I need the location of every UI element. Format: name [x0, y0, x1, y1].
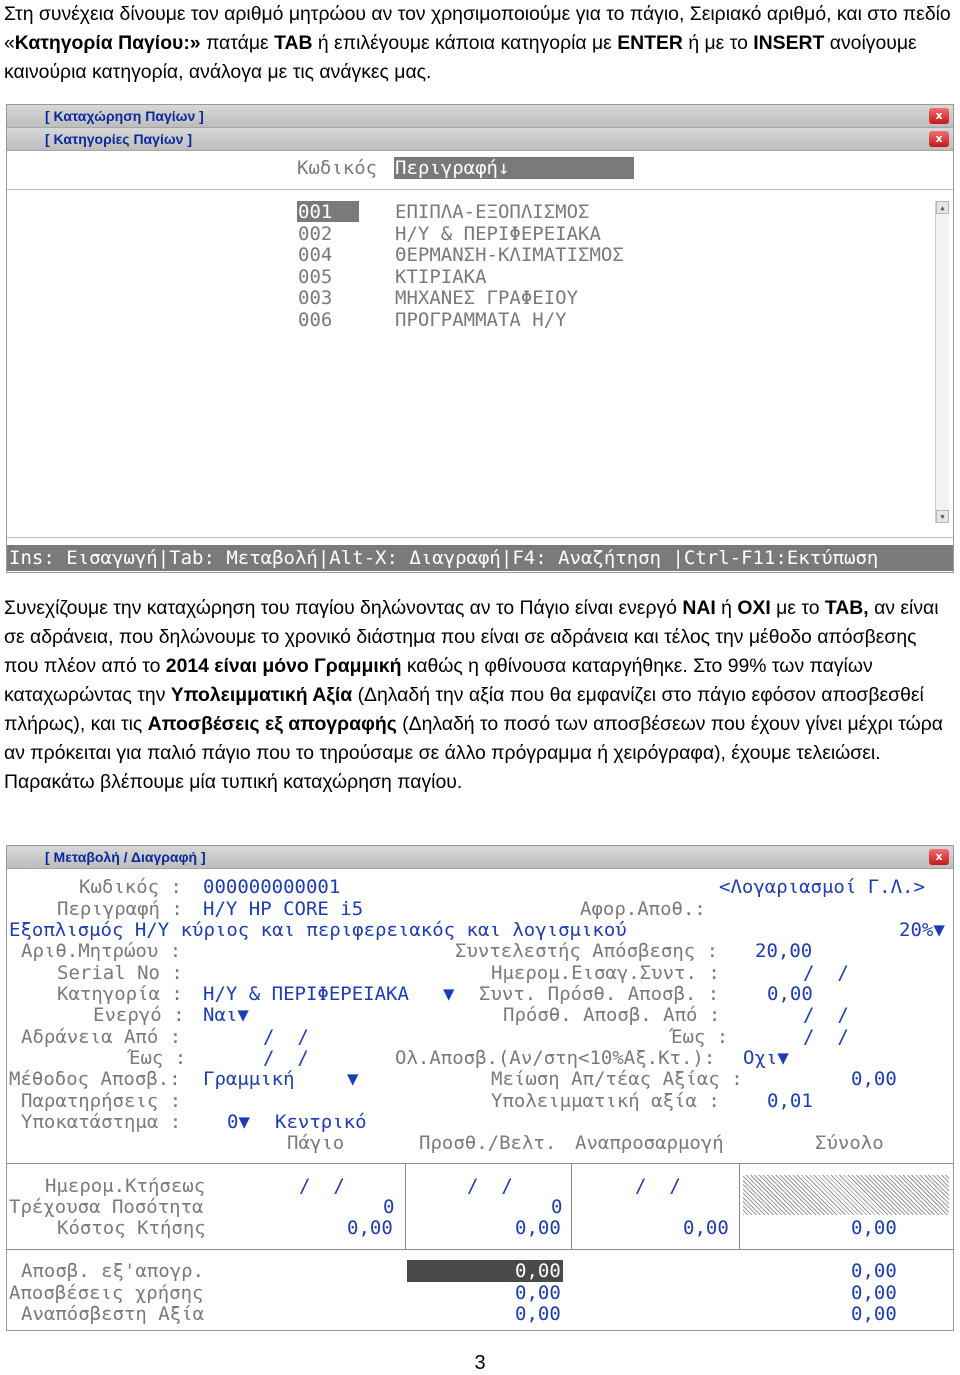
category-label: Κατηγορία :	[57, 983, 183, 1005]
branch-label: Υποκατάστημα :	[21, 1111, 182, 1133]
scroll-down-arrow-icon[interactable]: ▼	[936, 510, 949, 523]
branch-number-dropdown[interactable]: 0▼	[227, 1111, 250, 1133]
opening-depr-field[interactable]: 0,00	[515, 1260, 561, 1282]
inactive-from-label: Αδράνεια Από :	[21, 1026, 182, 1048]
residual-value-label: Υπολειμματική αξία :	[491, 1090, 720, 1112]
inactive-to-field[interactable]: / /	[263, 1047, 309, 1069]
period-depreciation-label: Αποσβέσεις χρήσης	[9, 1282, 204, 1304]
undepreciated-value-label: Αναπόσβεστη Αξία	[21, 1303, 205, 1325]
col-header-additions: Προσθ./Βελτ.	[419, 1132, 557, 1154]
method-dropdown-arrow-icon[interactable]: ▼	[347, 1068, 359, 1090]
code-field[interactable]: 000000000001	[203, 876, 341, 898]
category-description[interactable]: ΜΗΧΑΝΕΣ ΓΡΑΦΕΙΟΥ	[395, 287, 579, 310]
close-button-entry[interactable]: x	[929, 108, 949, 124]
serial-number-label: Serial No :	[57, 962, 183, 984]
reduction-label: Μείωση Απ/τέας Αξίας :	[491, 1068, 743, 1090]
cost-total: 0,00	[851, 1217, 897, 1239]
depreciation-rate-field[interactable]: 20,00	[755, 940, 813, 962]
registry-number-label: Αριθ.Μητρώου :	[21, 940, 182, 962]
category-code[interactable]: 005	[298, 265, 333, 288]
acq-date-asset[interactable]: / /	[299, 1175, 345, 1197]
col-divider-2	[571, 1163, 572, 1249]
category-code[interactable]: 006	[298, 309, 333, 331]
active-label: Ενεργό :	[93, 1004, 185, 1026]
scroll-up-arrow-icon[interactable]: ▲	[936, 201, 949, 214]
cost-asset[interactable]: 0,00	[347, 1217, 393, 1239]
table-rule-top	[7, 1163, 953, 1164]
status-bar-shortcuts: Ins: Εισαγωγή|Tab: Μεταβολή|Alt-X: Διαγραφή|F4: Αναζήτηση |Ctrl-F11:Εκτύπωση	[9, 547, 879, 569]
rate-entry-date-label: Ημερομ.Εισαγ.Συντ. :	[491, 962, 720, 984]
current-quantity-label: Τρέχουσα Ποσότητα	[9, 1196, 204, 1218]
category-description[interactable]: ΠΡΟΓΡΑΜΜΑΤΑ Η/Υ	[395, 309, 567, 331]
title-bar-edit	[7, 846, 953, 869]
category-description[interactable]: Η/Υ & ΠΕΡΙΦΕΡΕΙΑΚΑ	[395, 222, 601, 245]
col-header-asset: Πάγιο	[287, 1132, 345, 1154]
window-title-categories: [ Κατηγορίες Παγίων ]	[45, 131, 193, 147]
opening-depr-total: 0,00	[851, 1260, 897, 1282]
full-depr-label: Ολ.Αποσβ.(Αν/στη<10%Αξ.Κτ.):	[395, 1047, 716, 1069]
page-number: 3	[474, 1352, 486, 1374]
col-header-total: Σύνολο	[815, 1132, 884, 1154]
rate-dropdown[interactable]: 20%▼	[899, 919, 945, 941]
intro-paragraph: Στη συνέχεια δίνουμε τον αριθμό μητρώου αν τον χρησιμοποιούμε για το πάγιο, Σειριακό αριθμό, και στο πεδίο «Κατηγορία Παγίου:» πατάμε TAB ή επιλέγουμε κάποια κατηγορία με ENTER ή με το INSERT ανοίγουμε καινούρια κατηγορία, ανάλογα με τις ανάγκες μας.	[4, 3, 951, 83]
extra-depr-to-label: Έως :	[671, 1026, 729, 1048]
extra-depr-from-label: Πρόσθ. Αποσβ. Από :	[503, 1004, 721, 1026]
window-title-edit: [ Μεταβολή / Διαγραφή ]	[45, 849, 206, 865]
extra-rate-label: Συντ. Πρόσθ. Αποσβ. :	[479, 983, 720, 1005]
long-description-field[interactable]: Εξοπλισμός Η/Υ κύριος και περιφερειακός και λογισμικού	[9, 919, 627, 941]
category-description[interactable]: ΚΤΙΡΙΑΚΑ	[395, 265, 487, 288]
opening-depreciation-label: Αποσβ. εξ'απογρ.	[21, 1260, 205, 1282]
afor-label: Αφορ.Αποθ.:	[580, 898, 706, 920]
reduction-field[interactable]: 0,00	[851, 1068, 897, 1090]
col-divider-3	[739, 1163, 740, 1249]
column-header-description[interactable]: Περιγραφή↓	[395, 157, 510, 179]
active-dropdown[interactable]: Ναι▼	[203, 1004, 249, 1026]
cost-additions[interactable]: 0,00	[515, 1217, 561, 1239]
status-divider	[7, 537, 953, 538]
depreciation-rate-label: Συντελεστής Απόσβεσης :	[455, 940, 719, 962]
category-field[interactable]: Η/Υ & ΠΕΡΙΦΕΡΕΙΑΚΑ	[203, 983, 409, 1005]
column-header-code[interactable]: Κωδικός	[297, 157, 378, 179]
full-depr-dropdown[interactable]: Οχι▼	[743, 1047, 789, 1069]
method-field[interactable]: Γραμμική	[203, 1068, 295, 1090]
category-dropdown-arrow-icon[interactable]: ▼	[443, 983, 455, 1005]
disabled-hatched-area	[743, 1175, 949, 1215]
col-header-revaluation: Αναπροσαρμογή	[575, 1132, 724, 1154]
description-label: Περιγραφή :	[57, 898, 183, 920]
description-field[interactable]: Η/Υ HP CORE i5	[203, 898, 364, 920]
acq-date-revaluation[interactable]: / /	[635, 1175, 681, 1197]
window-title-entry: [ Καταχώρηση Παγίων ]	[45, 108, 204, 124]
acq-date-additions[interactable]: / /	[467, 1175, 513, 1197]
category-description[interactable]: ΕΠΙΠΛΑ-ΕΞΟΠΛΙΣΜΟΣ	[395, 201, 590, 223]
undepreciated-total: 0,00	[851, 1303, 897, 1325]
inactive-from-field[interactable]: / /	[263, 1026, 309, 1048]
details-paragraph: Συνεχίζουμε την καταχώρηση του παγίου δηλώνοντας αν το Πάγιο είναι ενεργό ΝΑΙ ή ΟΧΙ με το TAB, αν είναι σε αδράνεια, που δηλώνουμε το χρονικό διάστημα που είναι σε αδράνεια και τέλος την μέθοδο απόσβεσης που πλέον από το 2014 είναι μόνο Γραμμική καθώς η φθίνουσα καταργήθηκε. Στο 99% των παγίων καταχωρώντας την Υπολειμματική Αξία (Δηλαδή την αξία που θα εμφανίζει στο πάγιο εφόσον αποσβεσθεί πλήρως), και τις Αποσβέσεις εξ απογραφής (Δηλαδή το ποσό των αποσβέσεων που έχουν γίνει μέχρι τώρα αν πρόκειται για παλιό πάγιο που το τηρούσαμε σε άλλο πρόγραμμα ή χειρόγραφα), έχουμε τελειώσει. Παρακάτω βλέπουμε μία τυπική καταχώρηση παγίου.	[4, 597, 944, 793]
category-code[interactable]: 004	[298, 244, 333, 267]
col-divider-1	[405, 1163, 406, 1249]
close-button-categories[interactable]: x	[929, 131, 949, 147]
period-depr-total: 0,00	[851, 1282, 897, 1304]
undepreciated-field: 0,00	[515, 1303, 561, 1325]
category-code[interactable]: 002	[298, 222, 333, 245]
category-code[interactable]: 003	[298, 287, 333, 310]
method-label: Μέθοδος Αποσβ.:	[9, 1068, 181, 1090]
acquisition-date-label: Ημερομ.Κτήσεως	[45, 1175, 206, 1197]
header-divider	[7, 189, 953, 190]
table-rule-mid	[7, 1249, 953, 1250]
acquisition-cost-label: Κόστος Κτήσης	[57, 1217, 206, 1239]
scrollbar[interactable]	[935, 201, 949, 523]
extra-rate-field[interactable]: 0,00	[767, 983, 813, 1005]
code-label: Κωδικός :	[79, 876, 182, 898]
cost-revaluation[interactable]: 0,00	[683, 1217, 729, 1239]
extra-depr-to-field[interactable]: / /	[803, 1026, 849, 1048]
title-bar-categories	[7, 128, 953, 151]
qty-additions[interactable]: 0	[551, 1196, 563, 1218]
qty-asset[interactable]: 0	[383, 1196, 395, 1218]
categories-window	[6, 104, 954, 573]
rate-entry-date-field[interactable]: / /	[803, 962, 849, 984]
asset-edit-window	[6, 845, 954, 1331]
period-depr-field: 0,00	[515, 1282, 561, 1304]
branch-name: Κεντρικό	[275, 1111, 367, 1133]
inactive-to-label: Έως :	[129, 1047, 187, 1069]
category-description[interactable]: ΘΕΡΜΑΝΣΗ-ΚΛΙΜΑΤΙΣΜΟΣ	[395, 244, 624, 267]
gl-accounts-link[interactable]: <Λογαριασμοί Γ.Λ.>	[719, 876, 925, 898]
title-bar-entry	[7, 105, 953, 128]
close-button-edit[interactable]: x	[929, 849, 949, 865]
residual-value-field[interactable]: 0,01	[767, 1090, 813, 1112]
notes-label: Παρατηρήσεις :	[21, 1090, 182, 1112]
category-code[interactable]: 001	[298, 201, 333, 223]
extra-depr-from-field[interactable]: / /	[803, 1004, 849, 1026]
status-bar	[7, 545, 953, 571]
